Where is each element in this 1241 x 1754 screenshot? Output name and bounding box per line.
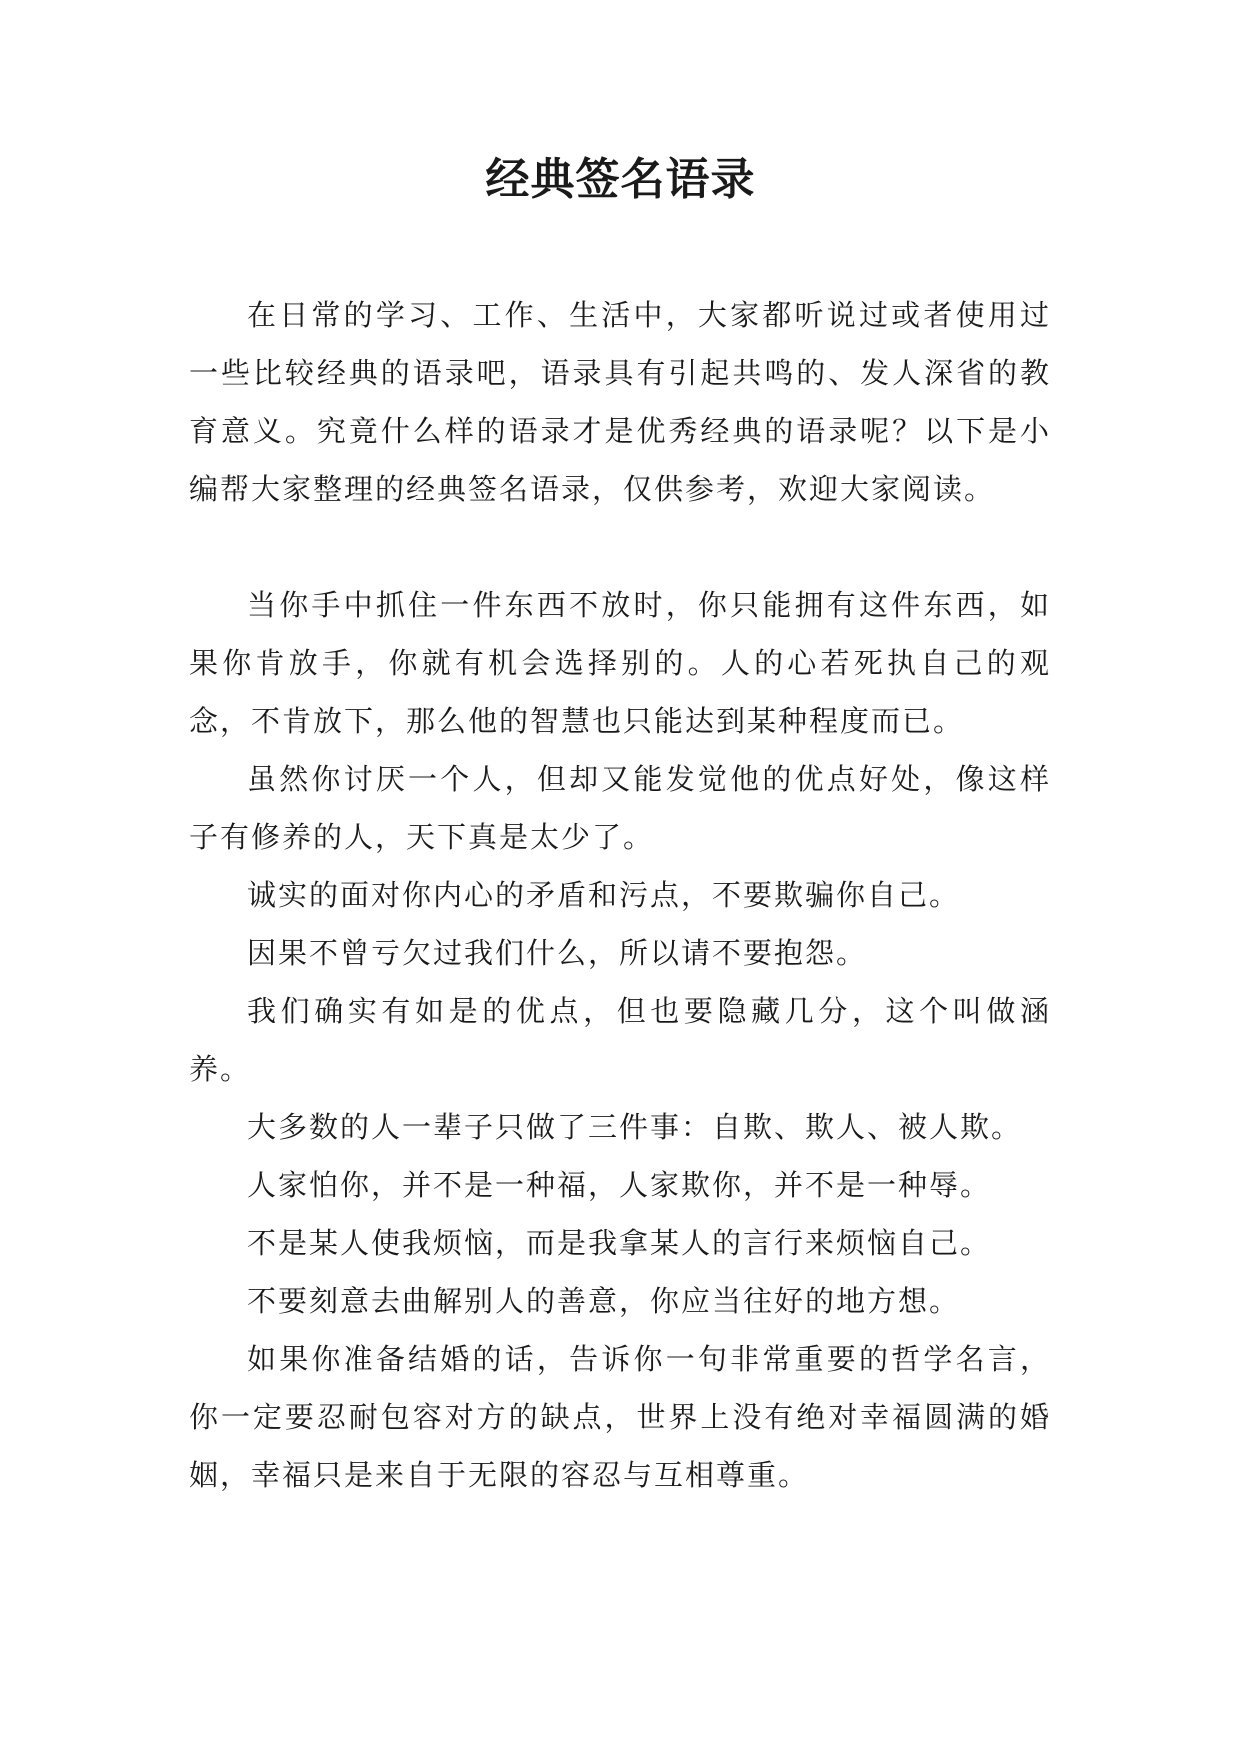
- quote-paragraph: 人家怕你，并不是一种福，人家欺你，并不是一种辱。: [247, 1168, 992, 1202]
- quote-paragraph: 我们确实有如是的优点，但也要隐藏几分，这个叫做涵养。: [189, 994, 1051, 1086]
- section-spacer: [189, 518, 1051, 576]
- document-body: [189, 286, 1051, 1504]
- quote-paragraph: 诚实的面对你内心的矛盾和污点，不要欺骗你自己。: [247, 878, 961, 912]
- quote-paragraph: 因果不曾亏欠过我们什么，所以请不要抱怨。: [247, 936, 868, 970]
- quote-paragraph: 大多数的人一辈子只做了三件事：自欺、欺人、被人欺。: [247, 1110, 1023, 1144]
- quote-paragraph: 不要刻意去曲解别人的善意，你应当往好的地方想。: [247, 1284, 961, 1318]
- quote-paragraph: 如果你准备结婚的话，告诉你一句非常重要的哲学名言，你一定要忍耐包容对方的缺点，世界上没有绝对幸福圆满的婚姻，幸福只是来自于无限的容忍与互相尊重。: [189, 1342, 1051, 1492]
- page-title: 经典签名语录: [485, 154, 756, 205]
- quote-paragraph: 当你手中抓住一件东西不放时，你只能拥有这件东西，如果你肯放手，你就有机会选择别的。人的心若死执自己的观念，不肯放下，那么他的智慧也只能达到某种程度而已。: [189, 588, 1051, 738]
- quote-paragraph: 不是某人使我烦恼，而是我拿某人的言行来烦恼自己。: [247, 1226, 992, 1260]
- quote-paragraph: 虽然你讨厌一个人，但却又能发觉他的优点好处，像这样子有修养的人，天下真是太少了。: [189, 762, 1051, 854]
- intro-paragraph: 在日常的学习、工作、生活中，大家都听说过或者使用过一些比较经典的语录吧，语录具有引起共鸣的、发人深省的教育意义。究竟什么样的语录才是优秀经典的语录呢？以下是小编帮大家整理的经典签名语录，仅供参考，欢迎大家阅读。: [189, 298, 1051, 506]
